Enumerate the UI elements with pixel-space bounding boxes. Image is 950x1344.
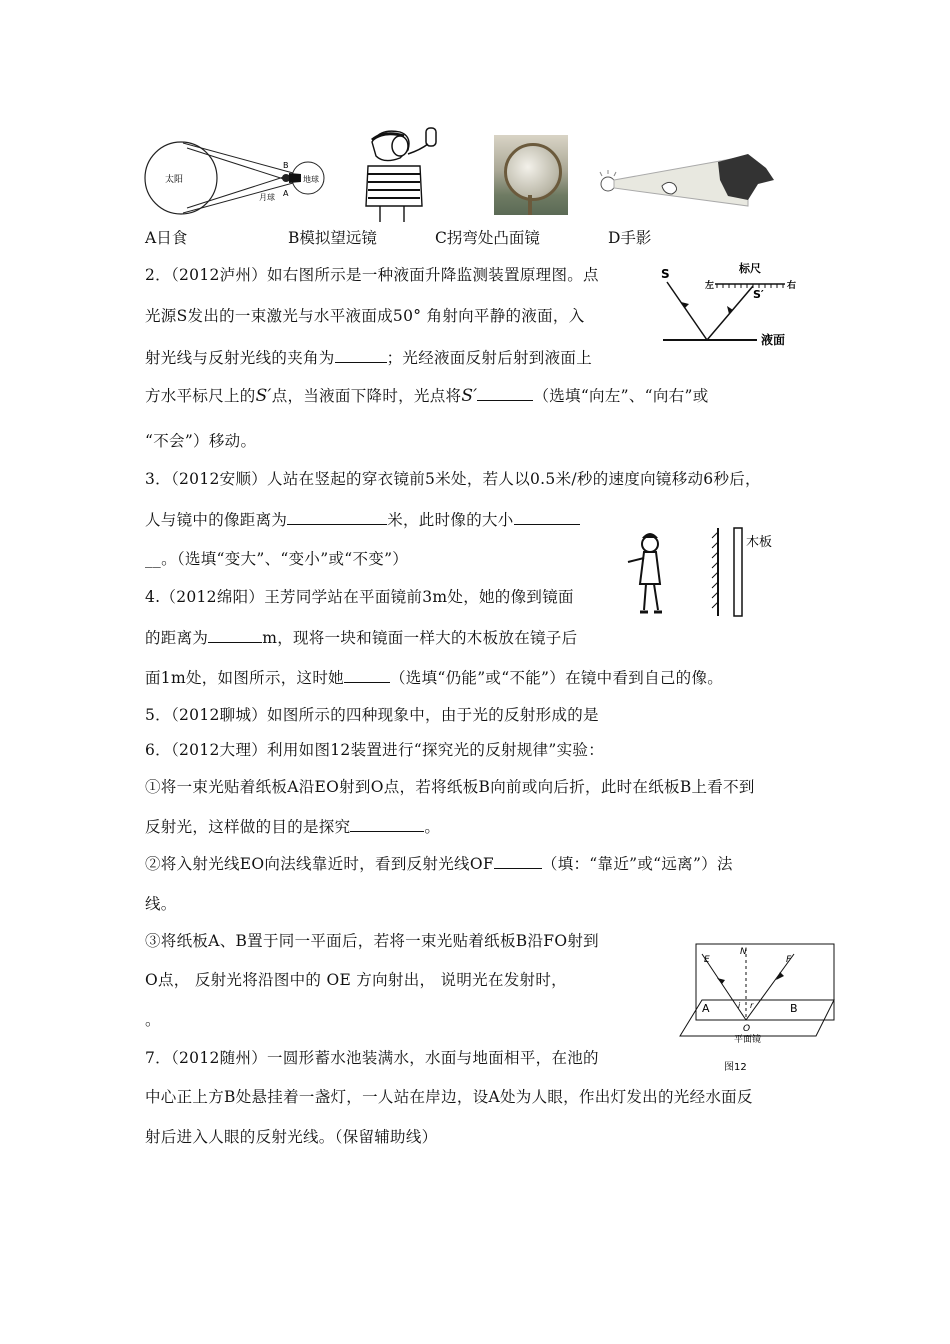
q2-line3-text-b: ；光经液面反射后射到液面上 [386,349,593,367]
girl-mirror-figure [622,524,782,620]
board-a-label: A [702,1002,710,1015]
sun-label: 太阳 [165,175,184,185]
caption-d: D手影 [608,229,652,247]
q2-line4-text-c: （选填“向左”、“向右”或 [533,387,709,405]
q4-line3-text-a: 面1m处，如图所示，这时她 [145,669,344,687]
earth-label: 地球 [303,175,319,184]
q2-line5: “不会”）移动。 [145,432,257,450]
caption-a: A日食 [145,229,188,247]
q6-line8: 。 [145,1011,161,1029]
angle-i-label: i [738,1001,741,1010]
q4-line2-text-b: m，现将一块和镜面一样大的木板放在镜子后 [262,629,578,647]
reflection-apparatus-figure [672,940,837,1075]
ray-e-label: E [704,955,710,965]
scale-label: 标尺 [739,262,761,275]
q2-line4-text-a: 方水平标尺上的 [145,387,256,405]
telescope-boy-figure [350,124,450,224]
q4-can-see-blank[interactable] [344,668,390,683]
point-o-label: O [743,1024,751,1034]
q2-line2: 光源S发出的一束激光与水平液面成50° 角射向平静的液面，入 [145,307,585,325]
q6-purpose-blank[interactable] [350,817,424,832]
q2-s-prime-1: S′ [255,386,272,406]
q6-line6: ③将纸板A、B置于同一平面后，若将一束光贴着纸板B沿FO射到 [145,932,599,950]
q3-line2-text-b: 米，此时像的大小 [387,511,514,529]
figure-12-caption: 图12 [724,1062,747,1073]
q3-line1: 3．（2012安顺）人站在竖起的穿衣镜前5米处，若人以0.5米/秒的速度向镜移动6秒后， [145,470,761,488]
q2-line3 [145,346,592,368]
liquid-level-figure [655,262,805,352]
q4-distance-blank[interactable] [208,628,262,643]
q6-line5: 线。 [145,895,177,913]
q2-angle-blank[interactable] [335,348,387,363]
q6-line1: 6．（2012大理）利用如图12装置进行“探究光的反射规律”实验： [145,741,605,759]
q2-line4-text-b: 点，当液面下降时，光点将 [271,387,462,405]
q3-line2 [145,508,580,530]
q3-size-blank[interactable] [514,510,580,525]
board-b-label: B [790,1002,798,1015]
s-prime-label: S′ [753,288,764,301]
q6-line7: O点， 反射光将沿图中的 OE 方向射出， 说明光在发射时， [145,971,567,989]
plane-mirror-label: 平面镜 [734,1035,762,1045]
q6-line3-text-b: 。 [424,818,441,836]
q6-line4-text-a: ②将入射光线EO向法线靠近时，看到反射光线OF [145,855,494,873]
q2-line4 [145,384,709,406]
q6-line4 [145,852,733,874]
caption-c: C拐弯处凸面镜 [435,229,540,247]
q4-line2-text-a: 的距离为 [145,629,209,647]
q3-distance-blank[interactable] [287,510,387,525]
q4-line2 [145,626,577,648]
q7-line2: 中心正上方B处悬挂着一盏灯，一人站在岸边，设A处为人眼，作出灯发出的光经水面反 [145,1088,753,1106]
q2-line1: 2．（2012泸州）如右图所示是一种液面升降监测装置原理图。点 [145,266,599,284]
q3-line2-text-a: 人与镜中的像距离为 [145,511,288,529]
q4-line3-text-b: （选填“仍能”或“不能”）在镜中看到自己的像。 [389,669,724,687]
angle-r-label: r [750,1001,754,1010]
q2-s-prime-2: S′ [461,386,478,406]
q6-direction-blank[interactable] [494,854,542,869]
point-b-label: B [283,161,289,170]
q6-line4-text-b: （填：“靠近”或“远离”）法 [541,855,733,873]
q6-line2: ①将一束光贴着纸板A沿EO射到O点，若将纸板B向前或向后折，此时在纸板B上看不到 [145,778,755,796]
q6-line3-text-a: 反射光，这样做的目的是探究 [145,818,351,836]
liquid-surface-label: 液面 [761,333,786,347]
board-label: 木板 [746,535,773,550]
q7-line1: 7．（2012随州）一圆形蓄水池装满水，水面与地面相平，在池的 [145,1049,599,1067]
left-label: 左 [705,281,715,291]
q4-line1: 4.（2012绵阳）王芳同学站在平面镜前3m处，她的像到镜面 [145,588,574,606]
caption-b: B模拟望远镜 [288,229,377,247]
convex-mirror-photo [494,135,568,215]
source-s-label: S [661,267,670,281]
q6-line3 [145,815,440,837]
moon-label: 月球 [259,193,275,202]
q7-line3: 射后进入人眼的反射光线。（保留辅助线） [145,1128,438,1146]
solar-eclipse-figure [143,140,328,222]
q3-line3: __。（选填“变大”、“变小”或“不变”） [145,550,409,568]
ray-f-label: F [786,955,792,965]
right-label: 右 [787,281,797,291]
q5-line1: 5．（2012聊城）如图所示的四种现象中，由于光的反射形成的是 [145,706,599,724]
q2-line3-text-a: 射光线与反射光线的夹角为 [145,349,335,367]
normal-n-label: N [740,947,747,957]
point-a-label: A [283,189,289,198]
hand-shadow-figure [598,150,776,210]
q4-line3 [145,666,723,688]
q2-direction-blank[interactable] [477,386,533,401]
